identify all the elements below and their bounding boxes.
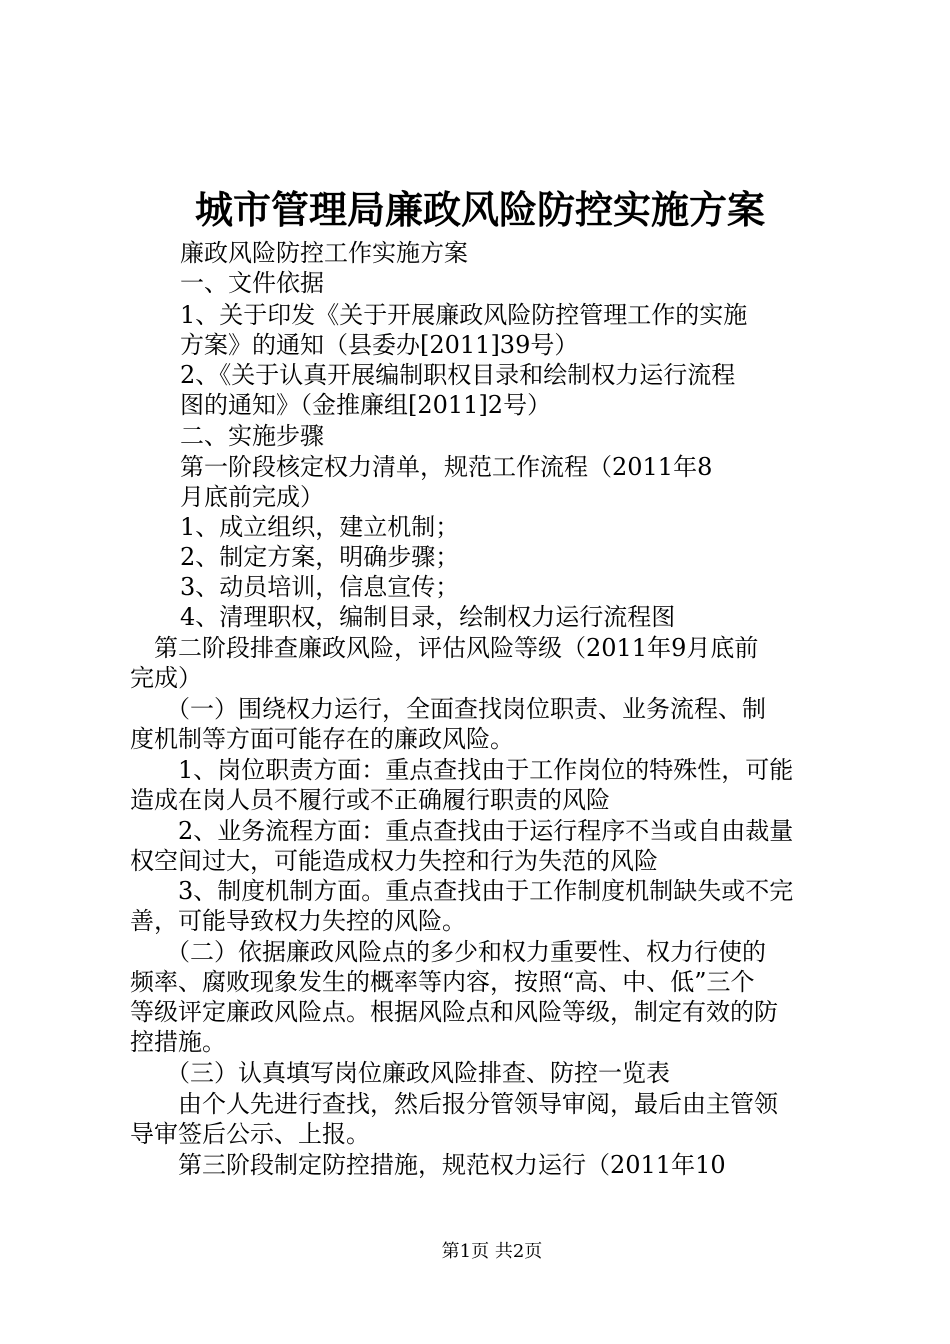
paragraph-line: （三）认真填写岗位廉政风险排查、防控一览表 (130, 1059, 670, 1087)
paragraph-line: 权空间过大，可能造成权力失控和行为失范的风险 (130, 847, 658, 875)
paragraph-line: 控措施。 (130, 1028, 226, 1056)
paragraph-line: 廉政风险防控工作实施方案 (180, 239, 468, 267)
stage-2-point-3-detail (130, 1089, 830, 1149)
paragraph-line: 2、制定方案，明确步骤； (180, 543, 460, 571)
paragraph-line: （二）依据廉政风险点的多少和权力重要性、权力行使的 (130, 938, 766, 966)
paragraph-line: 频率、腐败现象发生的概率等内容，按照“高、中、低”三个 (130, 968, 755, 996)
stage-2-point-1-item-1 (130, 755, 830, 815)
document-title: 城市管理局廉政风险防控实施方案 (194, 187, 765, 232)
paragraph-line: 第二阶段排查廉政风险，评估风险等级（2011年9月底前 (130, 634, 759, 662)
page-footer (0, 1240, 950, 1264)
paragraph-line: 导审签后公示、上报。 (130, 1120, 370, 1148)
paragraph-line: 月底前完成） (180, 483, 324, 511)
stage-2-point-2 (130, 937, 830, 1057)
stage-1-item-3 (180, 572, 790, 602)
stage-2-point-1-item-3 (130, 876, 830, 936)
paragraph-line: 3、制度机制方面。重点查找由于工作制度机制缺失或不完 (130, 877, 794, 905)
paragraph-line: 度机制等方面可能存在的廉政风险。 (130, 725, 514, 753)
section-heading-steps (180, 421, 790, 451)
paragraph-line: 1、岗位职责方面：重点查找由于工作岗位的特殊性，可能 (130, 756, 794, 784)
paragraph-line: 一、文件依据 (180, 269, 324, 297)
stage-2-point-1 (130, 694, 830, 754)
paragraph-line: 二、实施步骤 (180, 422, 324, 450)
paragraph-line: 方案》的通知（县委办[2011]39号） (180, 331, 579, 359)
stage-2-heading (130, 633, 830, 693)
paragraph-line: 完成） (130, 664, 202, 692)
paragraph-line: 等级评定廉政风险点。根据风险点和风险等级，制定有效的防 (130, 998, 778, 1026)
paragraph-line: 造成在岗人员不履行或不正确履行职责的风险 (130, 786, 610, 814)
section-heading-basis (180, 268, 790, 298)
paragraph-subtitle (180, 238, 790, 268)
paragraph-line: 3、动员培训，信息宣传； (180, 573, 460, 601)
basis-item-1 (180, 300, 790, 360)
stage-2-point-3 (130, 1058, 830, 1088)
paragraph-line: 2、业务流程方面：重点查找由于运行程序不当或自由裁量 (130, 817, 794, 845)
paragraph-line: 1、成立组织，建立机制； (180, 513, 460, 541)
paragraph-line: 1、关于印发《关于开展廉政风险防控管理工作的实施 (180, 301, 748, 329)
paragraph-line: 善，可能导致权力失控的风险。 (130, 907, 466, 935)
paragraph-line: 4、清理职权，编制目录，绘制权力运行流程图 (180, 603, 676, 631)
basis-item-2 (180, 360, 790, 420)
stage-1-item-4 (180, 602, 790, 632)
paragraph-line: （一）围绕权力运行，全面查找岗位职责、业务流程、制 (130, 695, 766, 723)
stage-2-point-1-item-2 (130, 816, 830, 876)
paragraph-line: 第三阶段制定防控措施，规范权力运行（2011年10 (130, 1151, 726, 1179)
paragraph-line: 2、《关于认真开展编制职权目录和绘制权力运行流程 (180, 361, 736, 389)
paragraph-line: 图的通知》（金推廉组[2011]2号） (180, 391, 552, 419)
page-number: 第1页 共2页 (441, 1241, 543, 1262)
stage-1-item-2 (180, 542, 790, 572)
stage-1-heading (180, 452, 790, 512)
stage-1-item-1 (180, 512, 790, 542)
paragraph-line: 第一阶段核定权力清单，规范工作流程（2011年8 (180, 453, 713, 481)
stage-3-heading (130, 1150, 830, 1180)
paragraph-line: 由个人先进行查找，然后报分管领导审阅，最后由主管领 (130, 1090, 778, 1118)
